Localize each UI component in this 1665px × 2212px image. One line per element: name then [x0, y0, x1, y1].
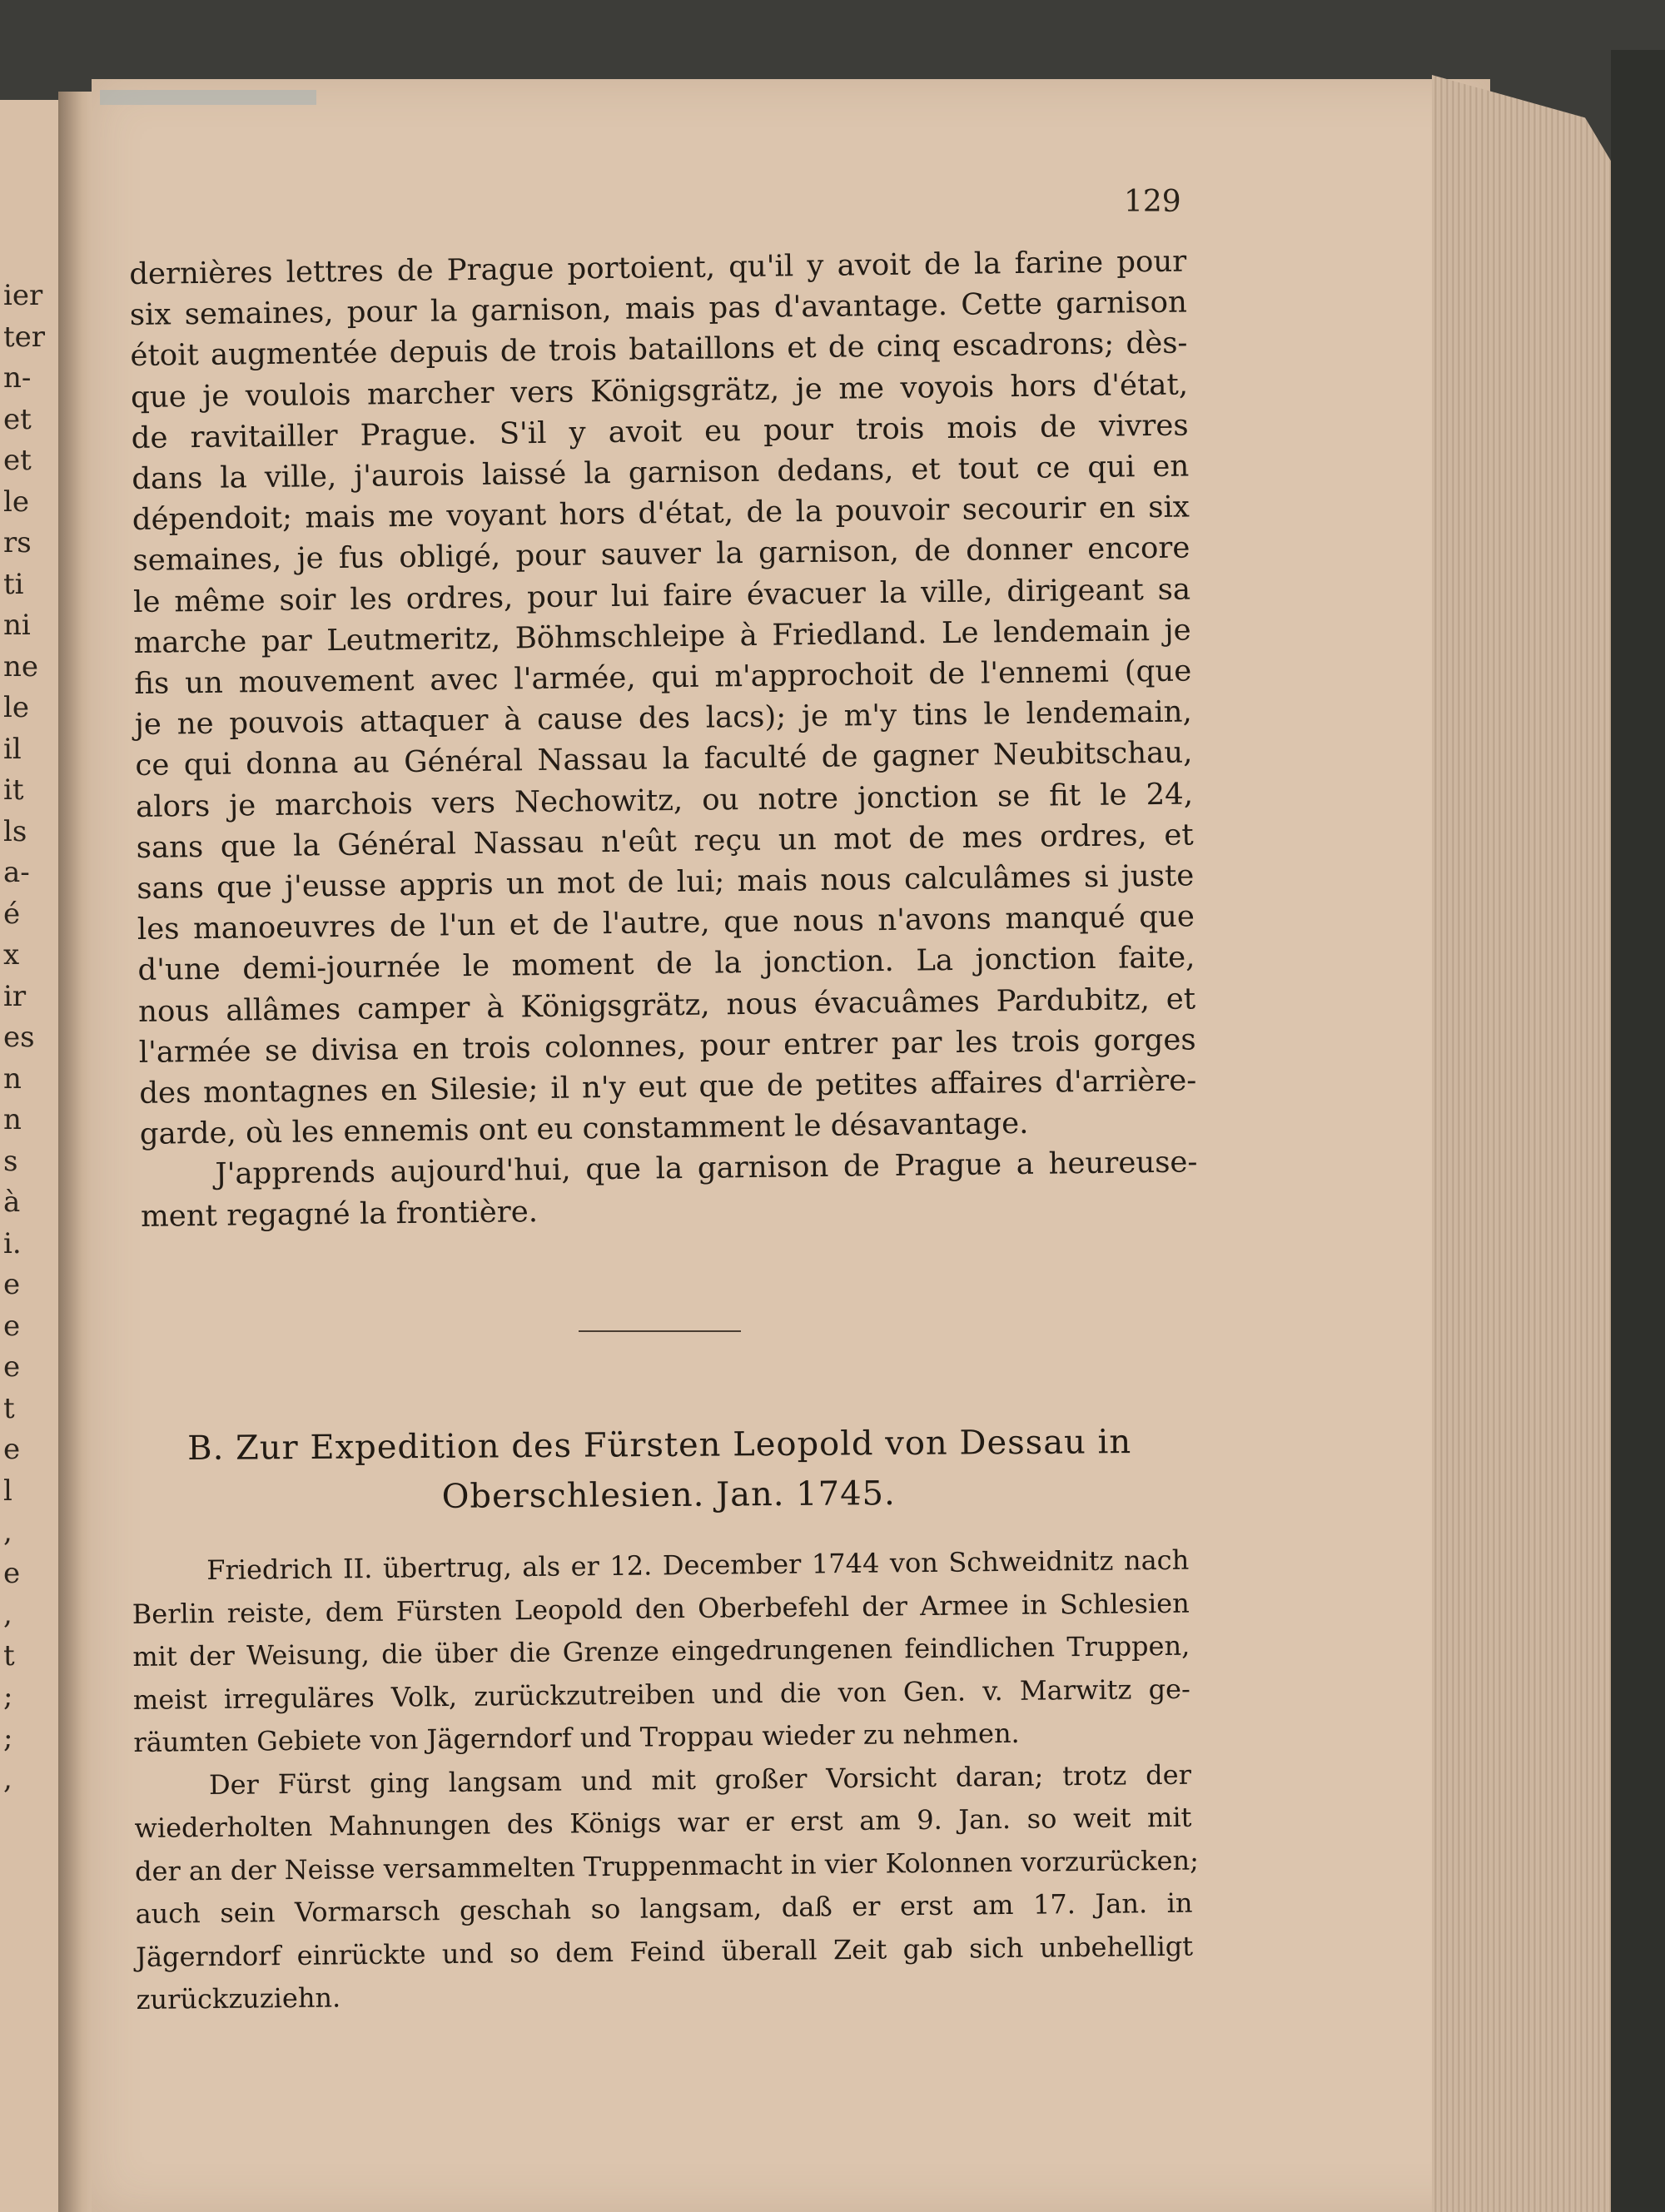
- left-page-fragment: ti: [3, 567, 24, 601]
- left-page-fragment: t: [3, 1638, 15, 1673]
- left-page-fragment: es: [3, 1021, 35, 1054]
- text-line: dernières lettres de Prague portoient, qu'il y avoit de la farine pour: [129, 244, 1187, 291]
- left-page-fragment: à: [3, 1186, 21, 1219]
- text-line: räumten Gebiete von Jägerndorf und Troppau wieder zu nehmen.: [133, 1717, 1020, 1758]
- text-line: dépendoit; mais me voyant hors d'état, de la pouvoir secourir en six: [132, 490, 1190, 538]
- text-line: le même soir les ordres, pour lui faire évacuer la ville, dirigeant sa: [132, 572, 1191, 619]
- text-line: J'apprends aujourd'hui, que la garnison de Prague a heureuse-: [215, 1145, 1198, 1192]
- page-edges: [1432, 75, 1623, 2212]
- left-page-fragment: le: [3, 691, 29, 724]
- page-number: 129: [1124, 185, 1181, 219]
- left-page-fragment: e: [3, 1556, 21, 1590]
- text-line: zurückzuziehn.: [136, 1981, 341, 2016]
- left-page-fragment: t: [3, 1391, 15, 1425]
- left-page-fragment: e: [3, 1350, 21, 1384]
- text-line: que je voulois marcher vers Königsgrätz, je me voyois hors d'état,: [130, 367, 1189, 415]
- text-line: sans que j'eusse appris un mot de lui; mais nous calculâmes si juste: [137, 858, 1195, 906]
- text-line: Friedrich II. übertrug, als er 12. December 1744 von Schweidnitz nach: [206, 1543, 1190, 1587]
- tape-strip: [100, 90, 316, 105]
- left-page-fragment: et: [3, 444, 32, 477]
- left-page-fragment: ter: [3, 320, 46, 354]
- left-page-fragment: l: [3, 1474, 12, 1508]
- text-line: six semaines, pour la garnison, mais pas d'avantage. Cette garnison: [129, 285, 1188, 333]
- text-line: étoit augmentée depuis de trois bataillons et de cinq escadrons; dès-: [130, 326, 1188, 374]
- text-line: semaines, je fus obligé, pour sauver la garnison, de donner encore: [132, 530, 1190, 579]
- text-line: dans la ville, j'aurois laissé la garnison dedans, et tout ce qui en: [132, 449, 1190, 496]
- left-page-fragment: ,: [3, 1515, 12, 1548]
- left-page-fragment: it: [3, 773, 24, 807]
- left-page-fragment: e: [3, 1309, 21, 1343]
- text-line: Jägerndorf einrückte und so dem Feind überall Zeit gab sich unbehelligt: [135, 1930, 1194, 1973]
- text-line: Berlin reiste, dem Fürsten Leopold den Oberbefehl der Armee in Schlesien: [132, 1587, 1190, 1630]
- text-line: d'une demi-journée le moment de la jonction. La jonction faite,: [137, 940, 1195, 988]
- left-page-fragment: ls: [3, 814, 27, 848]
- text-line: les manoeuvres de l'un et de l'autre, que nous n'avons manqué que: [137, 899, 1195, 947]
- left-page-fragment: ,: [3, 1762, 12, 1796]
- left-page-fragment: é: [3, 897, 21, 931]
- left-page-fragment: le: [3, 485, 29, 519]
- left-page-fragment: ir: [3, 979, 27, 1013]
- text-line: ce qui donna au Général Nassau la faculté de gagner Neubitschau,: [135, 735, 1193, 783]
- left-page-fragment: ,: [3, 1598, 12, 1631]
- section-divider: [579, 1330, 741, 1332]
- left-page-fragment: et: [3, 402, 32, 436]
- french-letter-text: [129, 241, 1198, 1236]
- left-page-fragment: il: [3, 732, 22, 766]
- text-line: wiederholten Mahnungen des Königs war er erst am 9. Jan. so weit mit: [134, 1801, 1192, 1844]
- text-line: marche par Leutmeritz, Böhmschleipe à Friedland. Le lendemain je: [133, 613, 1191, 660]
- left-facing-page: [0, 100, 65, 2212]
- section-heading: [187, 1417, 1170, 1524]
- left-page-fragment: rs: [3, 526, 32, 559]
- text-line: sans que la Général Nassau n'eût reçu un mot de mes ordres, et: [136, 818, 1194, 865]
- text-line: garde, où les ennemis ont eu constamment le désavantage.: [139, 1106, 1029, 1152]
- left-page-fragment: ne: [3, 649, 39, 683]
- left-page-fragment: s: [3, 1144, 18, 1178]
- text-line: de ravitailler Prague. S'il y avoit eu pour trois mois de vivres: [131, 408, 1189, 455]
- book-cover-edge: [1611, 50, 1665, 2212]
- section-heading-line: B. Zur Expedition des Fürsten Leopold von Dessau in: [187, 1423, 1132, 1468]
- left-page-fragment: n-: [3, 361, 32, 395]
- text-line: ment regagné la frontière.: [140, 1194, 539, 1234]
- text-line: l'armée se divisa en trois colonnes, pour entrer par les trois gorges: [138, 1022, 1196, 1070]
- text-line: der an der Neisse versammelten Truppenmacht in vier Kolonnen vorzurücken;: [134, 1844, 1200, 1887]
- left-page-fragment: a-: [3, 856, 30, 889]
- text-line: des montagnes en Silesie; il n'y eut que de petites affaires d'arrière-: [139, 1063, 1197, 1111]
- left-page-fragment: n: [3, 1103, 22, 1136]
- left-page-fragment: ni: [3, 609, 31, 642]
- left-page-fragment: ;: [3, 1680, 13, 1713]
- text-line: mit der Weisung, die über die Grenze eingedrungenen feindlichen Truppen,: [132, 1629, 1190, 1673]
- left-page-fragment: ;: [3, 1721, 13, 1755]
- section-heading-line: Oberschlesien. Jan. 1745.: [441, 1474, 896, 1516]
- text-line: nous allâmes camper à Königsgrätz, nous évacuâmes Pardubitz, et: [137, 982, 1196, 1029]
- left-page-fragment: i.: [3, 1226, 22, 1260]
- left-page-fragment: n: [3, 1061, 22, 1096]
- text-line: Der Fürst ging langsam und mit großer Vorsicht daran; trotz der: [208, 1758, 1192, 1801]
- text-line: fis un mouvement avec l'armée, qui m'approchoit de l'ennemi (que: [134, 654, 1192, 701]
- text-line: meist irreguläres Volk, zurückzutreiben und die von Gen. v. Marwitz ge-: [132, 1673, 1191, 1716]
- left-page-fragment: x: [3, 938, 20, 972]
- left-page-fragment: e: [3, 1268, 21, 1301]
- text-line: je ne pouvois attaquer à cause des lacs); je m'y tins le lendemain,: [134, 694, 1193, 743]
- german-commentary-text: [132, 1539, 1200, 2022]
- left-page-fragment: e: [3, 1433, 21, 1466]
- text-line: alors je marchois vers Nechowitz, ou notre jonction se fit le 24,: [135, 777, 1194, 824]
- text-line: auch sein Vormarsch geschah so langsam, daß er erst am 17. Jan. in: [135, 1886, 1193, 1930]
- left-page-fragment: ier: [3, 279, 43, 312]
